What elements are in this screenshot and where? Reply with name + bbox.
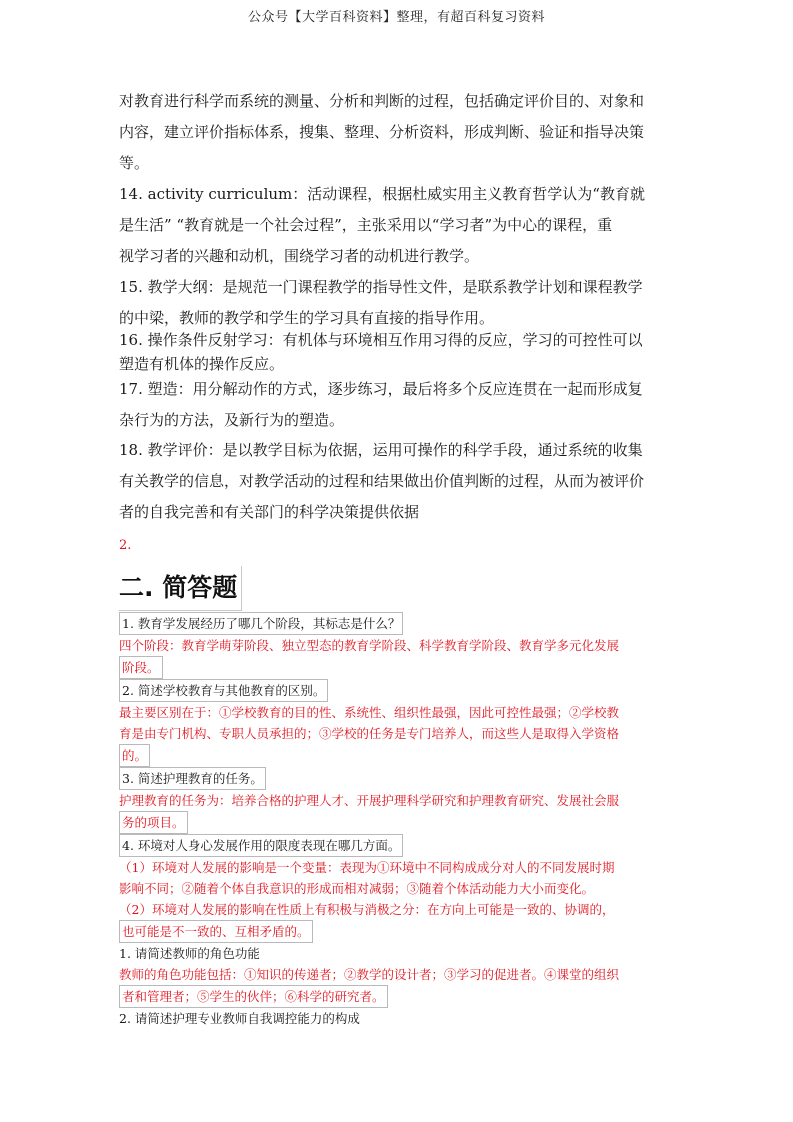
- intro-line: 等。: [119, 154, 150, 172]
- question-4: [119, 834, 681, 857]
- question-6: 2. 请简述护理专业教师自我调控能力的构成: [119, 1011, 360, 1026]
- question-text: 1. 教育学发展经历了哪几个阶段，其标志是什么？: [119, 612, 403, 635]
- question-2: [119, 679, 681, 702]
- answer-line: 教师的角色功能包括：①知识的传递者；②教学的设计者；③学习的促进者。④课堂的组织: [119, 967, 620, 982]
- answer-line: （2）环境对人发展的影响在性质上有积极与消极之分：在方向上可能是一致的、协调的，: [119, 902, 615, 917]
- term-line: 14. activity curriculum：活动课程，根据杜威实用主义教育哲学认为“教育就: [119, 185, 645, 203]
- answer-line: [119, 985, 681, 1008]
- page-header: 公众号【大学百科资料】整理，有超百科复习资料: [247, 10, 545, 25]
- answer-text: 的。: [119, 744, 150, 767]
- question-text: 3. 简述护理教育的任务。: [119, 767, 266, 790]
- term-line: 者的自我完善和有关部门的科学决策提供依据: [119, 503, 420, 521]
- term-line: 是生活” “教育就是一个社会过程”，主张采用以“学习者”为中心的课程，重: [119, 216, 613, 234]
- term-line: 17. 塑造：用分解动作的方式，逐步练习，最后将多个反应连贯在一起而形成复: [119, 380, 643, 398]
- question-text: 4. 环境对人身心发展作用的限度表现在哪几方面。: [119, 834, 403, 857]
- answer-text: 务的项目。: [119, 811, 188, 834]
- answer-line: 最主要区别在于：①学校教育的目的性、系统性、组织性最强，因此可控性最强；②学校教: [119, 705, 620, 720]
- term-14: [119, 179, 681, 272]
- intro-line: 对教育进行科学而系统的测量、分析和判断的过程，包括确定评价目的、对象和: [119, 92, 645, 110]
- term-line: 的中梁，教师的教学和学生的学习具有直接的指导作用。: [119, 309, 495, 327]
- term-line: 视学习者的兴趣和动机，围绕学习者的动机进行教学。: [119, 247, 480, 265]
- term-line: 18. 教学评价：是以教学目标为依据，运用可操作的科学手段，通过系统的收集: [119, 441, 643, 459]
- intro-line: 内容，建立评价指标体系，搜集、整理、分析资料，形成判断、验证和指导决策: [119, 123, 645, 141]
- answer-line: [119, 920, 681, 943]
- term-16: [119, 328, 681, 376]
- answer-text: 者和管理者；⑤学生的伙伴；⑥科学的研究者。: [119, 985, 388, 1008]
- term-line: 杂行为的方法，及新行为的塑造。: [119, 411, 345, 429]
- answer-text: 阶段。: [119, 656, 163, 679]
- answer-text: 也可能是不一致的、互相矛盾的。: [119, 920, 313, 943]
- question-1: [119, 612, 681, 635]
- qa-list: [119, 612, 681, 1029]
- term-18: [119, 435, 681, 528]
- term-line: 16. 操作条件反射学习：有机体与环境相互作用习得的反应，学习的可控性可以: [119, 331, 643, 349]
- answer-line: （1）环境对人发展的影响是一个变量：表现为①环境中不同构成成分对人的不同发展时期: [119, 860, 615, 875]
- section-title: [119, 566, 242, 611]
- term-15: [119, 272, 681, 334]
- answer-line: [119, 656, 681, 679]
- answer-line: [119, 744, 681, 767]
- answer-line: 护理教育的任务为：培养合格的护理人才、开展护理科学研究和护理教育研究、发展社会服: [119, 793, 620, 808]
- intro-paragraph: [119, 86, 681, 179]
- answer-line: 四个阶段：教育学萌芽阶段、独立型态的教育学阶段、科学教育学阶段、教育学多元化发展: [119, 638, 620, 653]
- term-17: [119, 374, 681, 436]
- answer-line: [119, 811, 681, 834]
- term-line: 有关教学的信息，对教学活动的过程和结果做出价值判断的过程，从而为被评价: [119, 472, 645, 490]
- question-3: [119, 767, 681, 790]
- term-line: 塑造有机体的操作反应。: [119, 355, 285, 373]
- term-line: 15. 教学大纲：是规范一门课程教学的指导性文件，是联系教学计划和课程教学: [119, 278, 643, 296]
- answer-line: 育是由专门机构、专职人员承担的；③学校的任务是专门培养人，而这些人是取得入学资格: [119, 726, 620, 741]
- stray-number: 2.: [119, 538, 132, 553]
- answer-line: 影响不同；②随着个体自我意识的形成而相对减弱；③随着个体活动能力大小而变化。: [119, 881, 595, 896]
- question-text: 2. 简述学校教育与其他教育的区别。: [119, 679, 328, 702]
- section-title-text: 二. 简答题: [119, 566, 242, 611]
- question-5: 1. 请简述教师的角色功能: [119, 946, 260, 961]
